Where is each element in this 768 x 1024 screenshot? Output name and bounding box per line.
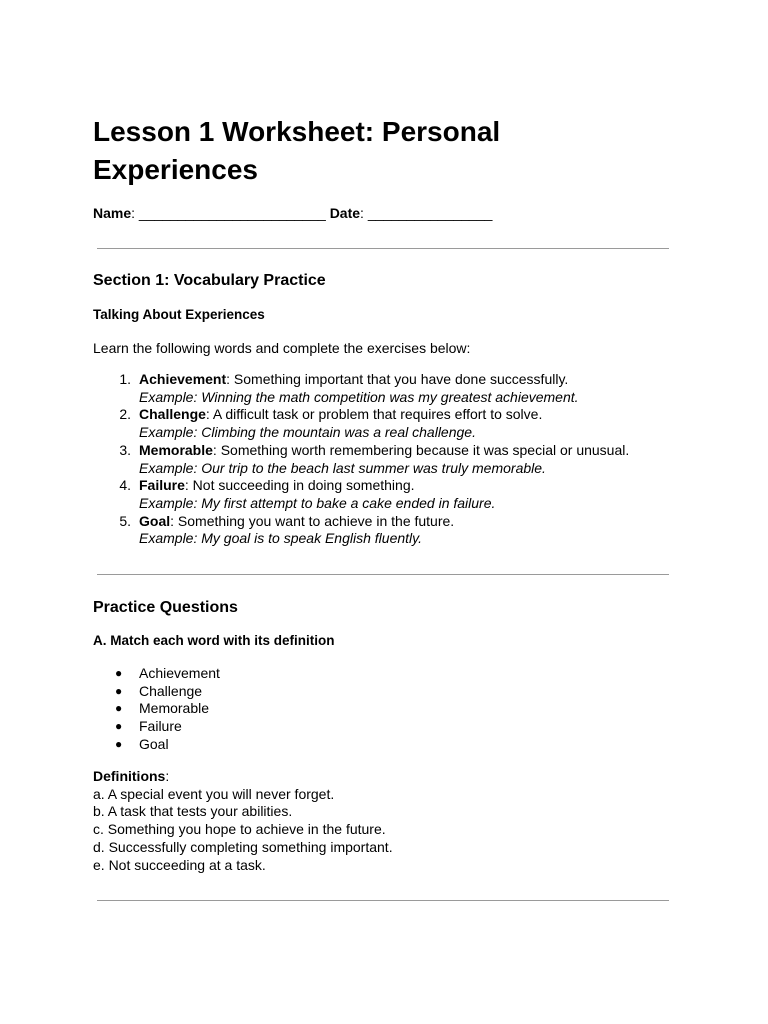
example-text: : My first attempt to bake a cake ended in failure. (193, 494, 496, 511)
vocab-example (139, 424, 629, 442)
divider-3 (97, 900, 669, 901)
definition-item: b. A task that tests your abilities. (93, 803, 293, 820)
definitions-heading (93, 768, 393, 786)
divider-1 (97, 248, 669, 249)
vocab-item (93, 513, 629, 548)
vocab-term: Failure (139, 477, 185, 494)
vocab-example (139, 495, 629, 513)
vocab-item (93, 371, 629, 406)
vocabulary-list (93, 371, 629, 548)
practice-heading: Practice Questions (93, 599, 238, 616)
name-date-line (93, 204, 492, 222)
vocab-item (93, 477, 629, 512)
example-label: Example (139, 424, 194, 441)
word-text: Challenge (139, 682, 203, 699)
word-list-item (93, 718, 220, 736)
example-label: Example (139, 459, 194, 476)
vocab-term: Challenge (139, 406, 206, 423)
definition-item: d. Successfully completing something important. (93, 838, 393, 855)
vocab-definition: : Not succeeding in doing something. (184, 477, 415, 494)
page-title: Lesson 1 Worksheet: Personal Experiences (93, 116, 501, 185)
vocab-example (139, 530, 629, 548)
vocab-definition: : Something worth remembering because it was special or unusual. (212, 441, 630, 458)
definition-item: a. A special event you will never forget. (93, 785, 335, 802)
example-text: : My goal is to speak English fluently. (193, 530, 422, 547)
section-1-subheading: Talking About Experiences (93, 307, 265, 322)
section-1-heading: Section 1: Vocabulary Practice (93, 272, 326, 289)
example-label: Example (139, 494, 194, 511)
definitions-label: Definitions (93, 768, 166, 784)
vocab-term: Goal (139, 512, 171, 529)
date-label: Date (329, 205, 361, 221)
definition-item: e. Not succeeding at a task. (93, 856, 266, 873)
vocab-term: Achievement (139, 371, 227, 387)
definitions-block (93, 768, 393, 874)
word-text: Goal (139, 735, 169, 752)
word-list-item (93, 665, 220, 683)
divider-2 (97, 574, 669, 575)
vocab-example (139, 389, 629, 407)
example-label: Example (139, 388, 194, 405)
vocab-number: 2. (119, 406, 131, 423)
vocab-item (93, 406, 629, 441)
bullet-icon: ● (115, 666, 123, 680)
vocab-number: 4. (119, 477, 131, 494)
word-list-item (93, 683, 220, 701)
word-list (93, 665, 220, 754)
date-blank: : ________________ (360, 205, 493, 221)
word-text: Achievement (139, 665, 220, 681)
bullet-icon: ● (115, 736, 123, 751)
example-text: : Climbing the mountain was a real challenge. (193, 424, 476, 441)
example-text: : Winning the math competition was my greatest achievement. (193, 388, 579, 405)
word-list-item (93, 736, 220, 754)
bullet-icon: ● (115, 719, 123, 734)
bullet-icon: ● (115, 701, 123, 716)
vocab-number: 1. (119, 371, 131, 387)
vocab-example (139, 460, 629, 478)
example-text: : Our trip to the beach last summer was truly memorable. (193, 459, 546, 476)
vocab-definition: : Something you want to achieve in the future. (170, 512, 455, 529)
definitions-colon: : (165, 768, 170, 784)
vocab-number: 3. (119, 441, 131, 458)
vocab-item (93, 442, 629, 477)
word-list-item (93, 700, 220, 718)
word-text: Failure (139, 718, 182, 735)
vocab-definition: : A difficult task or problem that requires effort to solve. (205, 406, 543, 423)
name-label: Name (93, 205, 132, 221)
name-blank: : ________________________ (131, 205, 330, 221)
definition-item: c. Something you hope to achieve in the future. (93, 821, 386, 838)
part-a-heading: A. Match each word with its definition (93, 633, 335, 648)
section-1-intro: Learn the following words and complete the exercises below: (93, 340, 471, 356)
example-label: Example (139, 530, 194, 547)
vocab-term: Memorable (139, 441, 213, 458)
bullet-icon: ● (115, 683, 123, 698)
vocab-number: 5. (119, 512, 131, 529)
word-text: Memorable (139, 700, 210, 717)
vocab-definition: : Something important that you have done successfully. (226, 371, 569, 387)
